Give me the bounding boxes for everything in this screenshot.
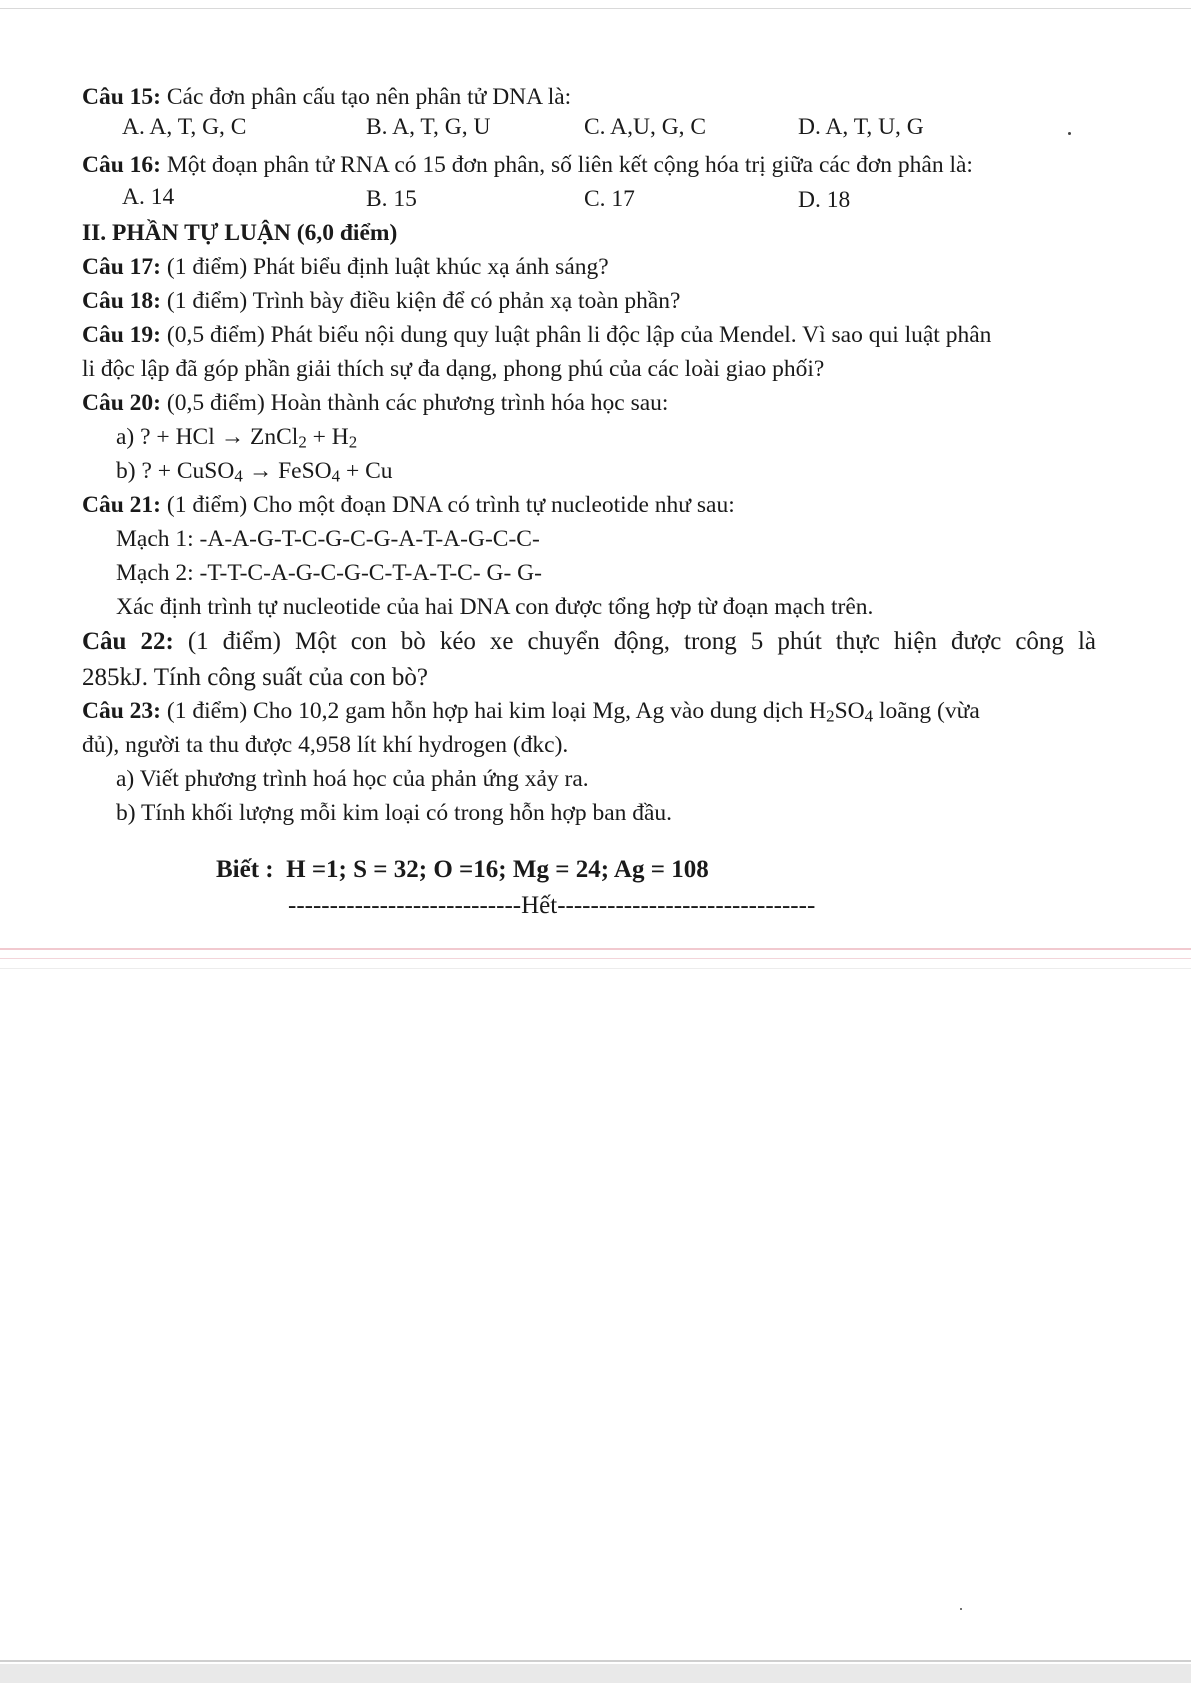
question-23-text-part1: (1 điểm) Cho 10,2 gam hỗn hợp hai kim loại Mg, Ag vào dung dịch H bbox=[161, 698, 827, 724]
question-23-text-part3: loãng (vừa bbox=[873, 698, 980, 724]
given-atomic-masses: Biết : H =1; S = 32; O =16; Mg = 24; Ag = 108 bbox=[216, 856, 709, 883]
scan-artifact-line bbox=[0, 968, 1191, 969]
question-16-label: Câu 16: bbox=[82, 152, 161, 178]
q23-sub-o4: 4 bbox=[864, 706, 874, 726]
question-22-text-line1: (1 điểm) Một con bò kéo xe chuyển động, trong 5 phút thực hiện được công là bbox=[173, 628, 1096, 655]
q21-strand-2: Mạch 2: -T-T-C-A-G-C-G-C-T-A-T-C- G- G- bbox=[116, 560, 542, 586]
question-23-text-line2: đủ), người ta thu được 4,958 lít khí hydrogen (đkc). bbox=[82, 732, 569, 758]
q15-option-a: A. A, T, G, C bbox=[122, 114, 247, 140]
q23-part-b: b) Tính khối lượng mỗi kim loại có trong hỗn hợp ban đầu. bbox=[116, 800, 673, 826]
question-15-text: Các đơn phân cấu tạo nên phân tử DNA là: bbox=[161, 84, 572, 110]
question-16-text: Một đoạn phân tử RNA có 15 đơn phân, số liên kết cộng hóa trị giữa các đơn phân là: bbox=[161, 152, 973, 178]
q15-option-d: D. A, T, U, G bbox=[798, 114, 924, 140]
scan-edge-bottom-line bbox=[0, 1660, 1191, 1662]
q15-option-b: B. A, T, G, U bbox=[366, 114, 491, 140]
question-22-text-line2: 285kJ. Tính công suất của con bò? bbox=[82, 664, 428, 691]
q23-sub-h2: 2 bbox=[826, 706, 835, 726]
question-17 bbox=[82, 254, 609, 281]
q23-part-a: a) Viết phương trình hoá học của phản ứng xảy ra. bbox=[116, 766, 589, 792]
question-23 bbox=[82, 698, 980, 725]
question-18 bbox=[82, 288, 681, 315]
question-21 bbox=[82, 492, 735, 519]
q21-task: Xác định trình tự nucleotide của hai DNA con được tổng hợp từ đoạn mạch trên. bbox=[116, 594, 874, 620]
q20-equation-a bbox=[116, 424, 357, 451]
q20-a-sub1: 2 bbox=[298, 432, 307, 452]
q15-option-c: C. A,U, G, C bbox=[584, 114, 707, 140]
question-20-text: (0,5 điểm) Hoàn thành các phương trình hóa học sau: bbox=[161, 390, 669, 416]
question-18-label: Câu 18: bbox=[82, 288, 161, 314]
q20-a-sub2: 2 bbox=[348, 432, 358, 452]
q20-equation-b bbox=[116, 458, 393, 485]
q21-strand-1: Mạch 1: -A-A-G-T-C-G-C-G-A-T-A-G-C-C- bbox=[116, 526, 540, 552]
question-15 bbox=[82, 84, 571, 111]
q20-a-prefix: a) ? + HCl → ZnCl bbox=[116, 424, 299, 450]
q20-b-end: + Cu bbox=[340, 458, 393, 484]
question-19 bbox=[82, 322, 991, 349]
question-15-label: Câu 15: bbox=[82, 84, 161, 110]
question-22-label: Câu 22: bbox=[82, 628, 174, 655]
scan-artifact-line bbox=[0, 948, 1191, 950]
q16-option-c: C. 17 bbox=[584, 186, 635, 212]
q16-option-a: A. 14 bbox=[122, 184, 175, 210]
scan-speck bbox=[960, 1608, 962, 1610]
question-20 bbox=[82, 390, 668, 417]
end-mark: ----------------------------Hết------------------------------- bbox=[288, 892, 816, 919]
q20-a-mid: + H bbox=[306, 424, 349, 450]
q16-option-d: D. 18 bbox=[798, 187, 851, 213]
q20-b-sub2: 4 bbox=[331, 466, 341, 486]
question-23-label: Câu 23: bbox=[82, 698, 161, 724]
question-22 bbox=[82, 628, 1096, 656]
section-2-title: II. PHẦN TỰ LUẬN (6,0 điểm) bbox=[82, 220, 398, 246]
question-17-text: (1 điểm) Phát biểu định luật khúc xạ ánh sáng? bbox=[161, 254, 609, 280]
question-18-text: (1 điểm) Trình bày điều kiện để có phản xạ toàn phần? bbox=[161, 288, 681, 314]
scan-artifact-line bbox=[0, 958, 1191, 959]
scan-speck bbox=[1068, 132, 1071, 135]
question-23-text-part2: SO bbox=[834, 698, 865, 724]
question-19-text-line2: li độc lập đã góp phần giải thích sự đa dạng, phong phú của các loài giao phối? bbox=[82, 356, 825, 382]
q16-option-b: B. 15 bbox=[366, 186, 417, 212]
question-16 bbox=[82, 152, 973, 179]
question-21-label: Câu 21: bbox=[82, 492, 161, 518]
scan-edge-bottom bbox=[0, 1664, 1191, 1683]
question-21-text: (1 điểm) Cho một đoạn DNA có trình tự nucleotide như sau: bbox=[161, 492, 735, 518]
question-19-label: Câu 19: bbox=[82, 322, 161, 348]
question-20-label: Câu 20: bbox=[82, 390, 161, 416]
q20-b-sub1: 4 bbox=[234, 466, 243, 486]
q20-b-prefix: b) ? + CuSO bbox=[116, 458, 235, 484]
question-19-text-line1: (0,5 điểm) Phát biểu nội dung quy luật phân li độc lập của Mendel. Vì sao qui luật phân bbox=[161, 322, 992, 348]
q20-b-mid: → FeSO bbox=[242, 458, 332, 484]
question-17-label: Câu 17: bbox=[82, 254, 161, 280]
scan-edge-top bbox=[0, 8, 1191, 9]
